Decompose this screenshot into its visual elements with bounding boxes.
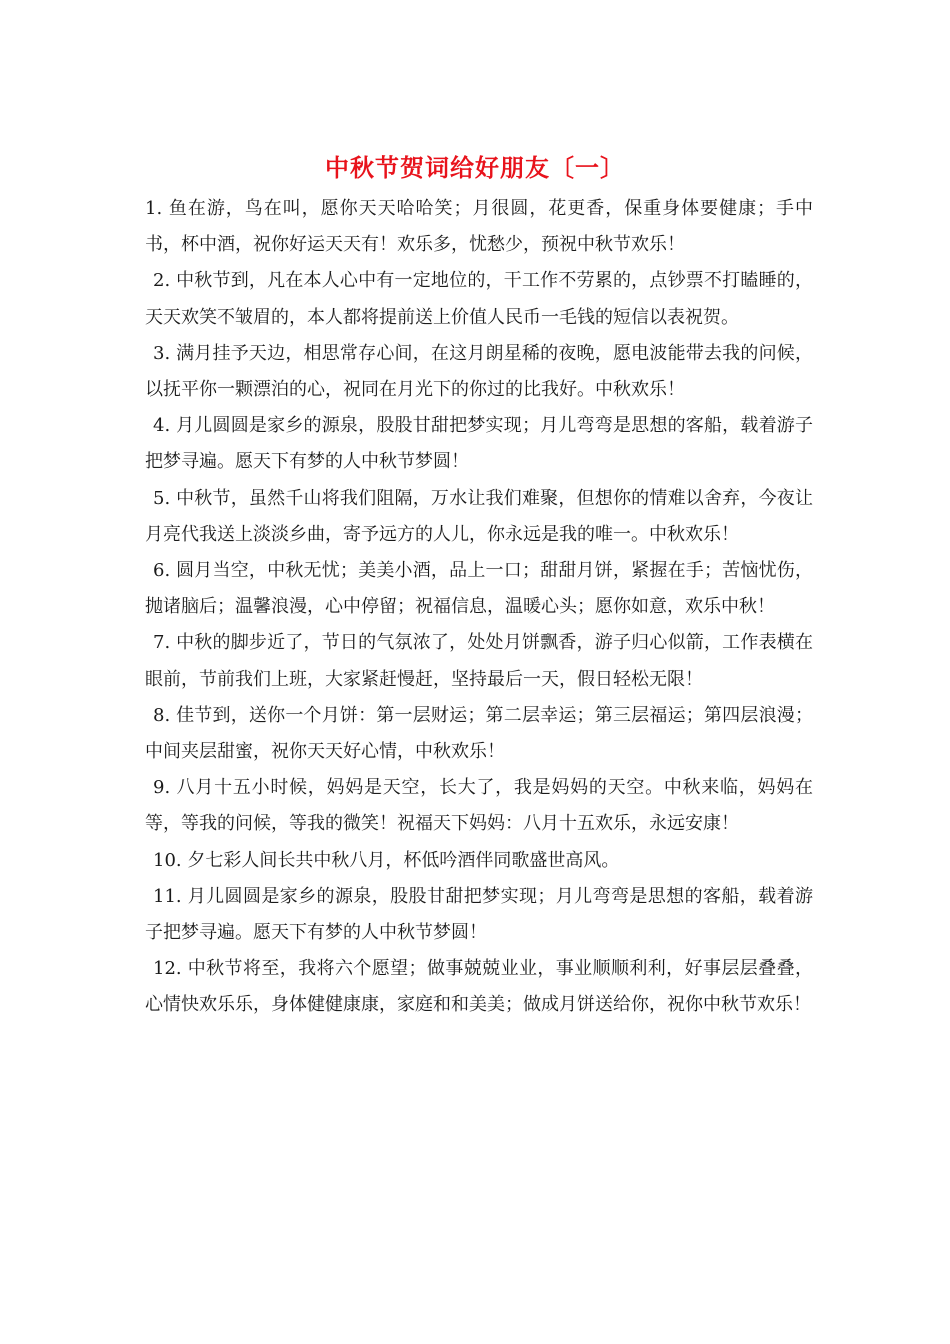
paragraph-9: 9. 八月十五小时候，妈妈是天空，长大了，我是妈妈的天空。中秋来临，妈妈在等，等我的问候，等我的微笑！祝福天下妈妈：八月十五欢乐，永远安康！ bbox=[145, 777, 813, 835]
paragraph-3: 3. 满月挂予天边，相思常存心间，在这月朗星稀的夜晚，愿电波能带去我的问候，以抚平你一颗漂泊的心，祝同在月光下的你过的比我好。中秋欢乐！ bbox=[145, 342, 813, 401]
paragraph-10: 10. 夕七彩人间长共中秋八月，杯低吟酒伴同歌盛世高风。 bbox=[153, 849, 620, 871]
paragraph-1: 1. 鱼在游，鸟在叫，愿你天天哈哈笑；月很圆，花更香，保重身体要健康；手中书，杯中酒，祝你好运天天有！欢乐多，忧愁少，预祝中秋节欢乐！ bbox=[145, 198, 813, 256]
paragraph-7: 7. 中秋的脚步近了，节日的气氛浓了，处处月饼飘香，游子归心似箭，工作表横在眼前，节前我们上班，大家紧赶慢赶，坚持最后一天，假日轻松无限！ bbox=[145, 632, 813, 690]
paragraph-12: 12. 中秋节将至，我将六个愿望；做事兢兢业业，事业顺顺利利，好事层层叠叠，心情快欢乐乐，身体健健康康，家庭和和美美；做成月饼送给你，祝你中秋节欢乐！ bbox=[145, 958, 813, 1016]
paragraph-11: 11. 月儿圆圆是家乡的源泉，股股甘甜把梦实现；月儿弯弯是思想的客船，载着游子把梦寻遍。愿天下有梦的人中秋节梦圆！ bbox=[145, 885, 813, 944]
paragraph-2: 2. 中秋节到，凡在本人心中有一定地位的，干工作不劳累的，点钞票不打瞌睡的，天天欢笑不皱眉的，本人都将提前送上价值人民币一毛钱的短信以表祝贺。 bbox=[145, 270, 813, 328]
document-body bbox=[145, 191, 813, 1024]
paragraph-5: 5. 中秋节，虽然千山将我们阻隔，万水让我们难聚，但想你的情难以舍弃，今夜让月亮代我送上淡淡乡曲，寄予远方的人儿，你永远是我的唯一。中秋欢乐！ bbox=[145, 487, 813, 545]
paragraph-6: 6. 圆月当空，中秋无忧；美美小酒，品上一口；甜甜月饼，紧握在手；苦恼忧伤，抛诸脑后；温馨浪漫，心中停留；祝福信息，温暖心头；愿你如意，欢乐中秋！ bbox=[145, 560, 813, 618]
paragraph-4: 4. 月儿圆圆是家乡的源泉，股股甘甜把梦实现；月儿弯弯是思想的客船，载着游子把梦寻遍。愿天下有梦的人中秋节梦圆！ bbox=[145, 415, 813, 473]
document-title: 中秋节贺词给好朋友〔一〕 bbox=[325, 153, 625, 182]
paragraph-8: 8. 佳节到，送你一个月饼：第一层财运；第二层幸运；第三层福运；第四层浪漫；中间夹层甜蜜，祝你天天好心情，中秋欢乐！ bbox=[145, 704, 813, 763]
